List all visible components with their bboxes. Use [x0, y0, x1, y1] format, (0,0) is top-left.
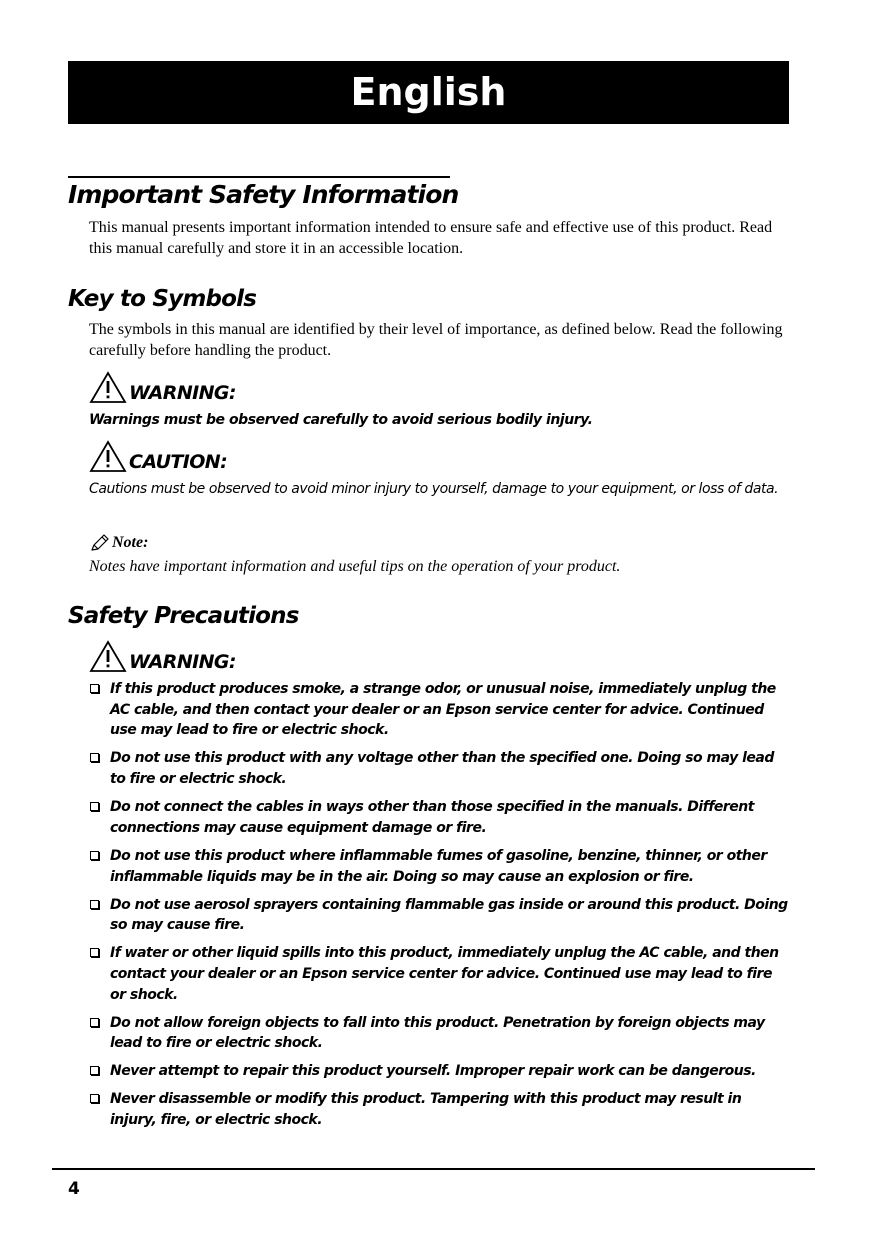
warning-symbol-heading	[89, 370, 236, 404]
caution-label: CAUTION:	[129, 451, 228, 473]
footer-divider	[52, 1168, 815, 1170]
warning-label: WARNING:	[129, 382, 236, 404]
note-label: Note:	[112, 534, 149, 551]
list-item	[89, 797, 789, 838]
checkbox-bullet-icon	[90, 900, 99, 909]
checkbox-bullet-icon	[90, 1018, 99, 1027]
checkbox-bullet-icon	[90, 1066, 99, 1075]
warning-triangle-icon	[89, 371, 127, 403]
language-banner: English	[68, 61, 789, 124]
safety-warning-label: WARNING:	[129, 651, 236, 673]
note-description: Notes have important information and useful tips on the operation of your product.	[89, 558, 621, 575]
list-item	[89, 846, 789, 887]
safety-warning-heading	[89, 639, 236, 673]
checkbox-bullet-icon	[90, 753, 99, 762]
key-to-symbols-heading: Key to Symbols	[68, 286, 257, 312]
note-symbol-heading	[89, 532, 148, 554]
list-item	[89, 1013, 789, 1054]
list-item-text: Do not connect the cables in ways other than those specified in the manuals. Different connections may cause equipment damage or fire.	[110, 799, 754, 836]
checkbox-bullet-icon	[90, 684, 99, 693]
important-safety-heading: Important Safety Information	[68, 176, 450, 212]
list-item	[89, 1089, 789, 1130]
important-safety-intro: This manual presents important information intended to ensure safe and effective use of this product. Read this manual carefully and store it in an accessible location.	[89, 219, 773, 257]
page-number: 4	[68, 1179, 80, 1199]
checkbox-bullet-icon	[90, 1094, 99, 1103]
caution-symbol-heading	[89, 439, 227, 473]
checkbox-bullet-icon	[90, 802, 99, 811]
list-item	[89, 943, 789, 1005]
checkbox-bullet-icon	[90, 948, 99, 957]
warning-description: Warnings must be observed carefully to avoid serious bodily injury.	[89, 412, 593, 428]
list-item-text: Do not use this product where inflammable fumes of gasoline, benzine, thinner, or other inflammable liquids may be in the air. Doing so may cause an explosion or fire.	[110, 847, 767, 885]
list-item	[89, 679, 789, 741]
list-item-text: Do not allow foreign objects to fall into this product. Penetration by foreign objects may lead to fire or electric shock.	[110, 1014, 765, 1052]
list-item-text: Never attempt to repair this product yourself. Improper repair work can be dangerous.	[110, 1063, 756, 1080]
list-item-text: If this product produces smoke, a strange odor, or unusual noise, immediately unplug the AC cable, and then contact your dealer or an Epson service center for advice. Continued use may lead to fire or electric shock.	[110, 681, 776, 739]
safety-warning-list	[89, 679, 789, 1138]
pencil-icon	[89, 533, 111, 553]
warning-triangle-icon	[89, 640, 127, 672]
list-item	[89, 1061, 789, 1082]
list-item-text: Do not use this product with any voltage other than the specified one. Doing so may lead to fire or electric shock.	[110, 750, 774, 788]
safety-precautions-heading: Safety Precautions	[68, 603, 299, 629]
caution-triangle-icon	[89, 440, 127, 472]
list-item	[89, 895, 789, 936]
list-item-text: Never disassemble or modify this product. Tampering with this product may result in injury, fire, or electric shock.	[110, 1091, 742, 1129]
caution-description: Cautions must be observed to avoid minor injury to yourself, damage to your equipment, or loss of data.	[89, 481, 779, 497]
key-to-symbols-intro: The symbols in this manual are identified by their level of importance, as defined below. Read the following carefully before handling the product.	[89, 321, 783, 359]
checkbox-bullet-icon	[90, 851, 99, 860]
list-item-text: If water or other liquid spills into this product, immediately unplug the AC cable, and then contact your dealer or an Epson service center for advice. Continued use may lead to fire or shock.	[110, 945, 779, 1003]
list-item	[89, 748, 789, 789]
list-item-text: Do not use aerosol sprayers containing flammable gas inside or around this product. Doing so may cause fire.	[110, 896, 788, 934]
